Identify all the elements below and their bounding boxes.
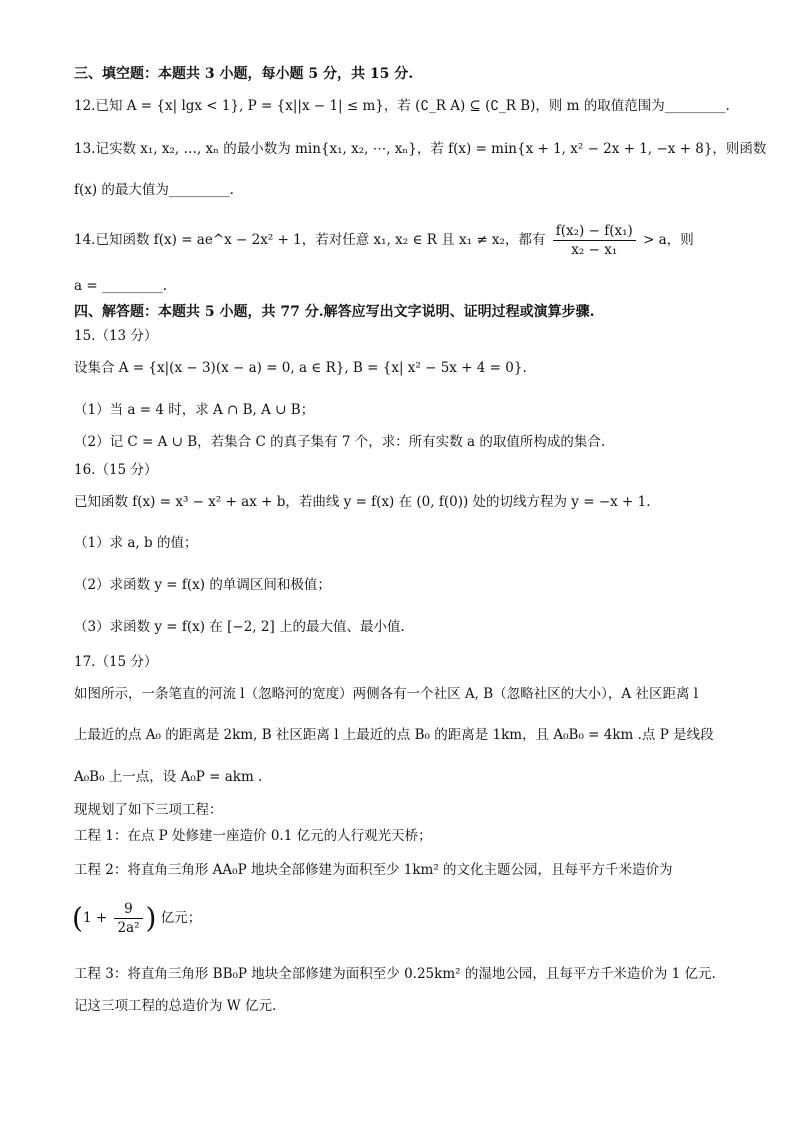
question-16-part3: （3）求函数 y = f(x) 在 [−2, 2] 上的最大值、最小值. bbox=[74, 619, 405, 635]
question-16-stem: 已知函数 f(x) = x³ − x² + ax + b，若曲线 y = f(x) 在 (0, f(0)) 处的切线方程为 y = −x + 1. bbox=[74, 494, 651, 510]
question-17-line7 bbox=[72, 900, 201, 937]
question-16-part1: （1）求 a, b 的值； bbox=[74, 535, 198, 551]
cost-expression-pre: 1 + bbox=[82, 910, 108, 926]
question-17-line3: A₀B₀ 上一点，设 A₀P = akm . bbox=[74, 769, 263, 785]
question-14-continued: a = _________. bbox=[74, 278, 167, 294]
cost-fraction bbox=[114, 900, 142, 937]
question-17-line4: 现规划了如下三项工程： bbox=[74, 802, 223, 818]
cost-fraction-numerator: 9 bbox=[114, 900, 142, 919]
question-15-head: 15.（13 分） bbox=[74, 328, 158, 344]
question-17-line6: 工程 2：将直角三角形 AA₀P 地块全部修建为面积至少 1km² 的文化主题公园，且每平方千米造价为 bbox=[74, 862, 673, 878]
question-15-stem: 设集合 A = {x|(x − 3)(x − a) = 0, a ∈ R}, B = {x| x² − 5x + 4 = 0}. bbox=[74, 360, 527, 376]
fraction-denominator: x₂ − x₁ bbox=[571, 242, 618, 258]
section4-title: 四、解答题：本题共 5 小题，共 77 分.解答应写出文字说明、证明过程或演算步骤. bbox=[74, 304, 595, 320]
question-17-line9: 记这三项工程的总造价为 W 亿元. bbox=[74, 998, 277, 1014]
question-13: 13.记实数 x₁, x₂, …, xₙ 的最小数为 min{x₁, x₂, ⋯, xₙ}，若 f(x) = min{x + 1, x² − 2x + 1, −x + 8}，则函数 bbox=[74, 141, 767, 157]
fraction-numerator: f(x₂) − f(x₁) bbox=[553, 222, 636, 241]
question-14 bbox=[74, 222, 694, 259]
question-16-head: 16.（15 分） bbox=[74, 462, 158, 478]
question-17-line8: 工程 3：将直角三角形 BB₀P 地块全部修建为面积至少 0.25km² 的湿地公园，且每平方千米造价为 1 亿元. bbox=[74, 966, 716, 982]
left-paren: ( bbox=[72, 901, 83, 935]
cost-expression-post: 亿元； bbox=[160, 910, 202, 926]
right-paren: ) bbox=[145, 901, 157, 935]
question-15-part1: （1）当 a = 4 时，求 A ∩ B, A ∪ B； bbox=[74, 402, 315, 418]
question-13-continued: f(x) 的最大值为_________. bbox=[74, 182, 234, 198]
question-17-line2: 上最近的点 A₀ 的距离是 2km, B 社区距离 l 上最近的点 B₀ 的距离是 1km，且 A₀B₀ = 4km .点 P 是线段 bbox=[74, 727, 714, 743]
question-12: 12.已知 A = {x| lgx < 1}, P = {x||x − 1| ≤ m}，若 (∁_R A) ⊆ (∁_R B)，则 m 的取值范围为_________. bbox=[74, 98, 730, 114]
section3-title: 三、填空题：本题共 3 小题，每小题 5 分，共 15 分. bbox=[74, 66, 414, 82]
cost-fraction-denominator: 2a² bbox=[117, 920, 140, 936]
question-16-part2: （2）求函数 y = f(x) 的单调区间和极值； bbox=[74, 577, 331, 593]
question-14-fraction bbox=[553, 222, 636, 259]
question-17-line1: 如图所示，一条笔直的河流 l（忽略河的宽度）两侧各有一个社区 A, B（忽略社区的大小），A 社区距离 l bbox=[74, 686, 699, 702]
question-15-part2: （2）记 C = A ∪ B，若集合 C 的真子集有 7 个，求：所有实数 a 的取值所构成的集合. bbox=[74, 434, 606, 450]
question-17-head: 17.（15 分） bbox=[74, 654, 158, 670]
question-14-pre: 14.已知函数 f(x) = ae^x − 2x² + 1，若对任意 x₁, x₂ ∈ R 且 x₁ ≠ x₂，都有 bbox=[74, 232, 546, 248]
question-14-post: > a，则 bbox=[643, 232, 694, 248]
question-17-line5: 工程 1：在点 P 处修建一座造价 0.1 亿元的人行观光天桥； bbox=[74, 828, 432, 844]
